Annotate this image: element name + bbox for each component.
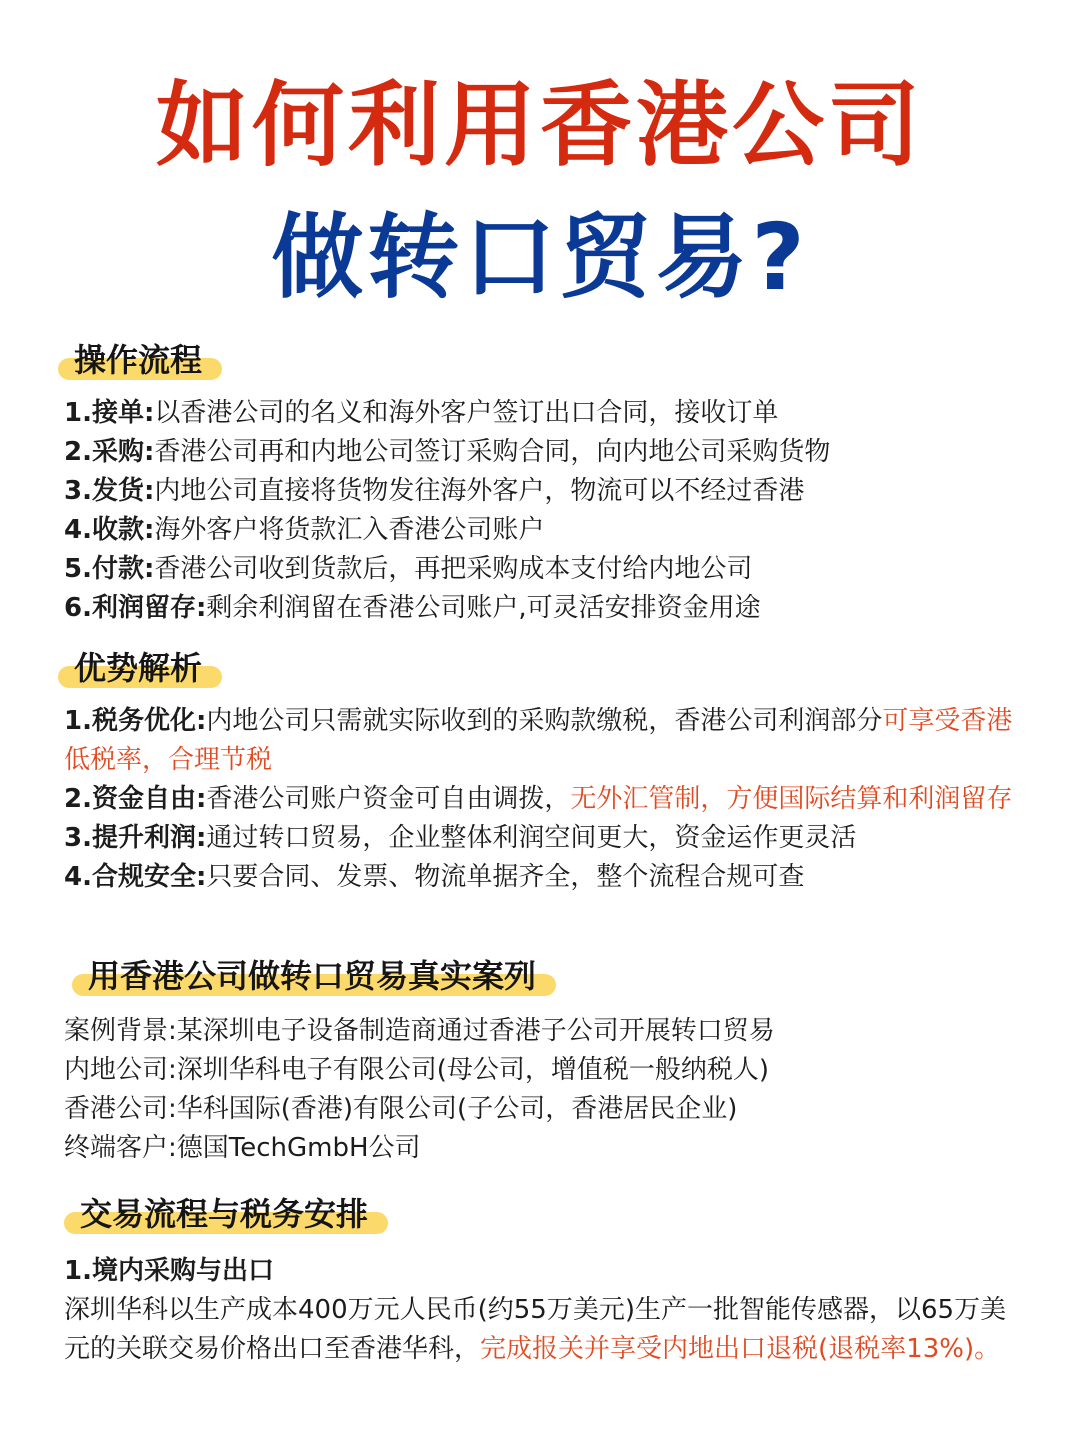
- process-section: [64, 338, 1020, 628]
- process-list: [64, 394, 1020, 628]
- title-line-1: 如何利用香港公司: [155, 72, 924, 179]
- case-list: [64, 1012, 1020, 1168]
- advantages-section: [64, 646, 1020, 897]
- case-item: 内地公司:深圳华科电子有限公司(母公司，增值税一般纳税人): [64, 1055, 770, 1085]
- tax-body: [64, 1252, 1020, 1369]
- advantage-item: 4.合规安全:只要合同、发票、物流单据齐全，整个流程合规可查: [64, 862, 805, 892]
- tax-section: [64, 1192, 1020, 1369]
- advantages-list: [64, 702, 1020, 897]
- process-item: 3.发货:内地公司直接将货物发往海外客户，物流可以不经过香港: [64, 476, 805, 506]
- advantages-heading: 优势解析: [64, 646, 212, 690]
- title-line-2: 做转口贸易?: [271, 204, 809, 311]
- advantage-item: 3.提升利润:通过转口贸易，企业整体利润空间更大，资金运作更灵活: [64, 823, 857, 853]
- tax-paragraph: 深圳华科以生产成本400万元人民币(约55万美元)生产一批智能传感器，以65万美元的关联交易价格出口至香港华科，完成报关并享受内地出口退税(退税率13%)。: [64, 1295, 1007, 1364]
- process-item: 6.利润留存:剩余利润留在香港公司账户,可灵活安排资金用途: [64, 593, 761, 623]
- case-item: 终端客户:德国TechGmbH公司: [64, 1133, 421, 1163]
- process-heading: 操作流程: [64, 338, 212, 382]
- advantage-item: 2.资金自由:香港公司账户资金可自由调拨，无外汇管制，方便国际结算和利润留存: [64, 784, 1013, 814]
- advantage-item: 1.税务优化:内地公司只需就实际收到的采购款缴税，香港公司利润部分可享受香港低税率，合理节税: [64, 706, 1013, 775]
- case-heading: 用香港公司做转口贸易真实案列: [78, 954, 546, 998]
- process-item: 2.采购:香港公司再和内地公司签订采购合同，向内地公司采购货物: [64, 437, 831, 467]
- tax-heading: 交易流程与税务安排: [70, 1192, 378, 1236]
- case-item: 香港公司:华科国际(香港)有限公司(子公司，香港居民企业): [64, 1094, 738, 1124]
- process-item: 5.付款:香港公司收到货款后，再把采购成本支付给内地公司: [64, 554, 753, 584]
- process-item: 4.收款:海外客户将货款汇入香港公司账户: [64, 515, 545, 545]
- tax-subheading: 1.境内采购与出口: [64, 1256, 274, 1286]
- case-item: 案例背景:某深圳电子设备制造商通过香港子公司开展转口贸易: [64, 1016, 775, 1046]
- process-item: 1.接单:以香港公司的名义和海外客户签订出口合同，接收订单: [64, 398, 779, 428]
- case-section: [64, 954, 1020, 1168]
